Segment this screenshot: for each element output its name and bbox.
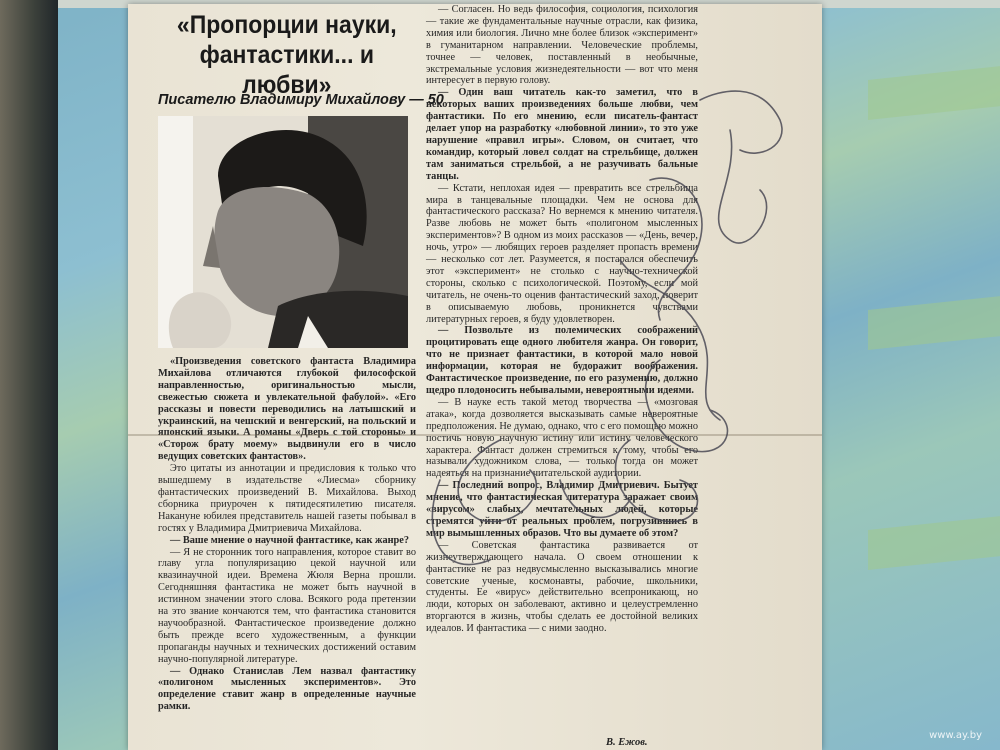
interview-question: — Позвольте из полемических соображений процитировать еще одного любителя жанра. Он говорит, что не признает фантастики, в которой мало новой информации, которая не будоражит воображения. Фантастическое произведение, по его разумению, должно щедро плодоносить небывалыми, невероятными идеями.	[426, 325, 698, 396]
article-lead: «Произведения советского фантаста Владимира Михайлова отличаются глубокой философской направленностью, оригинальностью мысли, свежестью сюжета и увлекательной фабулой». «Его рассказы и повести переводились на латышский и украинский, на чешский и венгерский, на польский и японский языки. А романы «Дверь с той стороны» и «Сторож брату моему» выдвинули его в число ведущих советских фантастов».	[158, 356, 416, 463]
article-title: «Пропорции науки, фантастики... и любви»	[176, 11, 397, 99]
cover-pattern	[868, 60, 1000, 120]
portrait-image	[158, 116, 408, 348]
article-column-left	[158, 356, 416, 713]
newspaper-clipping	[128, 4, 822, 750]
article-signature: В. Ежов.	[606, 737, 648, 748]
paper-fold	[128, 434, 822, 436]
interview-question: — Один ваш читатель как-то заметил, что в некоторых ваших произведениях больше любви, чем фантастики. По его мнению, если писатель-фантаст делает упор на разработку «любовной линии», то это уже нарушение «правил игры». Словом, он считает, что командир, который ловел солдат на стрельбище, должен там заниматься стрельбой, а не разучивать бальные танцы.	[426, 87, 698, 182]
interview-question: — Последний вопрос, Владимир Дмитриевич. Бытует мнение, что фантастическая литература заражает своим «вирусом» слабых, мечтательных людей, которые стремятся уйти от реальных проблем, погрузившись в мир вымышленных образов. Что вы думаете об этом?	[426, 480, 698, 539]
author-photo	[158, 116, 408, 348]
interview-question: — Ваше мнение о научной фантастике, как жанре?	[170, 534, 409, 546]
cover-pattern	[868, 290, 1000, 350]
article-column-right	[426, 4, 698, 635]
article-paragraph: — В науке есть такой метод творчества — «мозговая атака», когда дозволяется высказывать самые невероятные предположения. Не думаю, однако, что с его помощью можно постичь новую научную истину или истину человеческого характера. Фантаст должен стремиться к тому, чтобы его называли художником слова, — только тогда он может надеяться на признание читательской аудитории.	[426, 396, 698, 480]
article-paragraph: Это цитаты из аннотации и предисловия к только что вышедшему в издательстве «Лиесма» сборнику фантастических произведений В. Михайлова. Выход сборника приурочен к пятидесятилетию писателя. Накануне юбилея представитель нашей газеты побывал в гостях у Владимира Дмитриевича Михайлова.	[158, 463, 416, 534]
article-subtitle: Писателю Владимиру Михайлову — 50	[158, 92, 444, 108]
article-paragraph: — Я не сторонник того направления, которое ставит во главу угла популяризацию цекой научной или квазинаучной идеи. Времена Жюля Верна прошли. Сегодняшняя фантастика не может быть научной в истинном значении этого слова. Всякого рода претензии на это звание кончаются тем, что фантастика становится научообразной. Фантастическое произведение должно быть прежде всего художественным, а функции пропаганды научных и технических достижений оставим научно-популярной литературе.	[158, 546, 416, 665]
article-paragraph: — Кстати, неплохая идея — превратить все стрельбища мира в танцевальные площадки. Чем не основа для фантастического рассказа? Но вернемся к мнению читателя. Разве любовь не может быть «полигоном мысленных экспериментов»? В одном из моих рассказов — «День, вечер, ночь, утро» — любящих героев разделяет пропасть времени — несколько сот лет. Разумеется, я постарался обеспечить этот «эксперимент» не столько с научно-технической стороны, сколько с психологической. Поэтому, если мой читатель, не очень-то оценив фантастический заход, поверит в описываемую любовь, проникнется чувствами литературных героев, я буду удовлетворен.	[426, 182, 698, 325]
watermark: www.ay.by	[929, 730, 982, 741]
article-paragraph: — Советская фантастика развивается от жизнеутверждающего начала. О своем отношении к фантастике не раз недвусмысленно высказывались многие советские ученые, космонавты, рабочие, школьники, студенты. Ее «вирус» действительно всепроникающ, но люди, которых он заболевают, активно и целеустремленно вторгаются в жизнь, чтобы сделать ее достойной великих идеалов. И фантастика — с ними заодно.	[426, 539, 698, 635]
interview-question: — Однако Станислав Лем назвал фантастику «полигоном мысленных экспериментов». Это определение ставит жанр в определенные научные рамки.	[158, 665, 416, 713]
article-paragraph: — Согласен. Но ведь философия, социология, психология — такие же фундаментальные научные отрасли, как физика, химия или биология. Лично мне более близок «эксперимент» в гуманитарном направлении. Человеческие проблемы, точнее — человек, поставленный в необычные, экстремальные условия жизнедеятельности — вот что меня интересует в первую голову.	[426, 4, 698, 87]
cover-pattern	[868, 510, 1000, 570]
book-spine	[0, 0, 58, 750]
